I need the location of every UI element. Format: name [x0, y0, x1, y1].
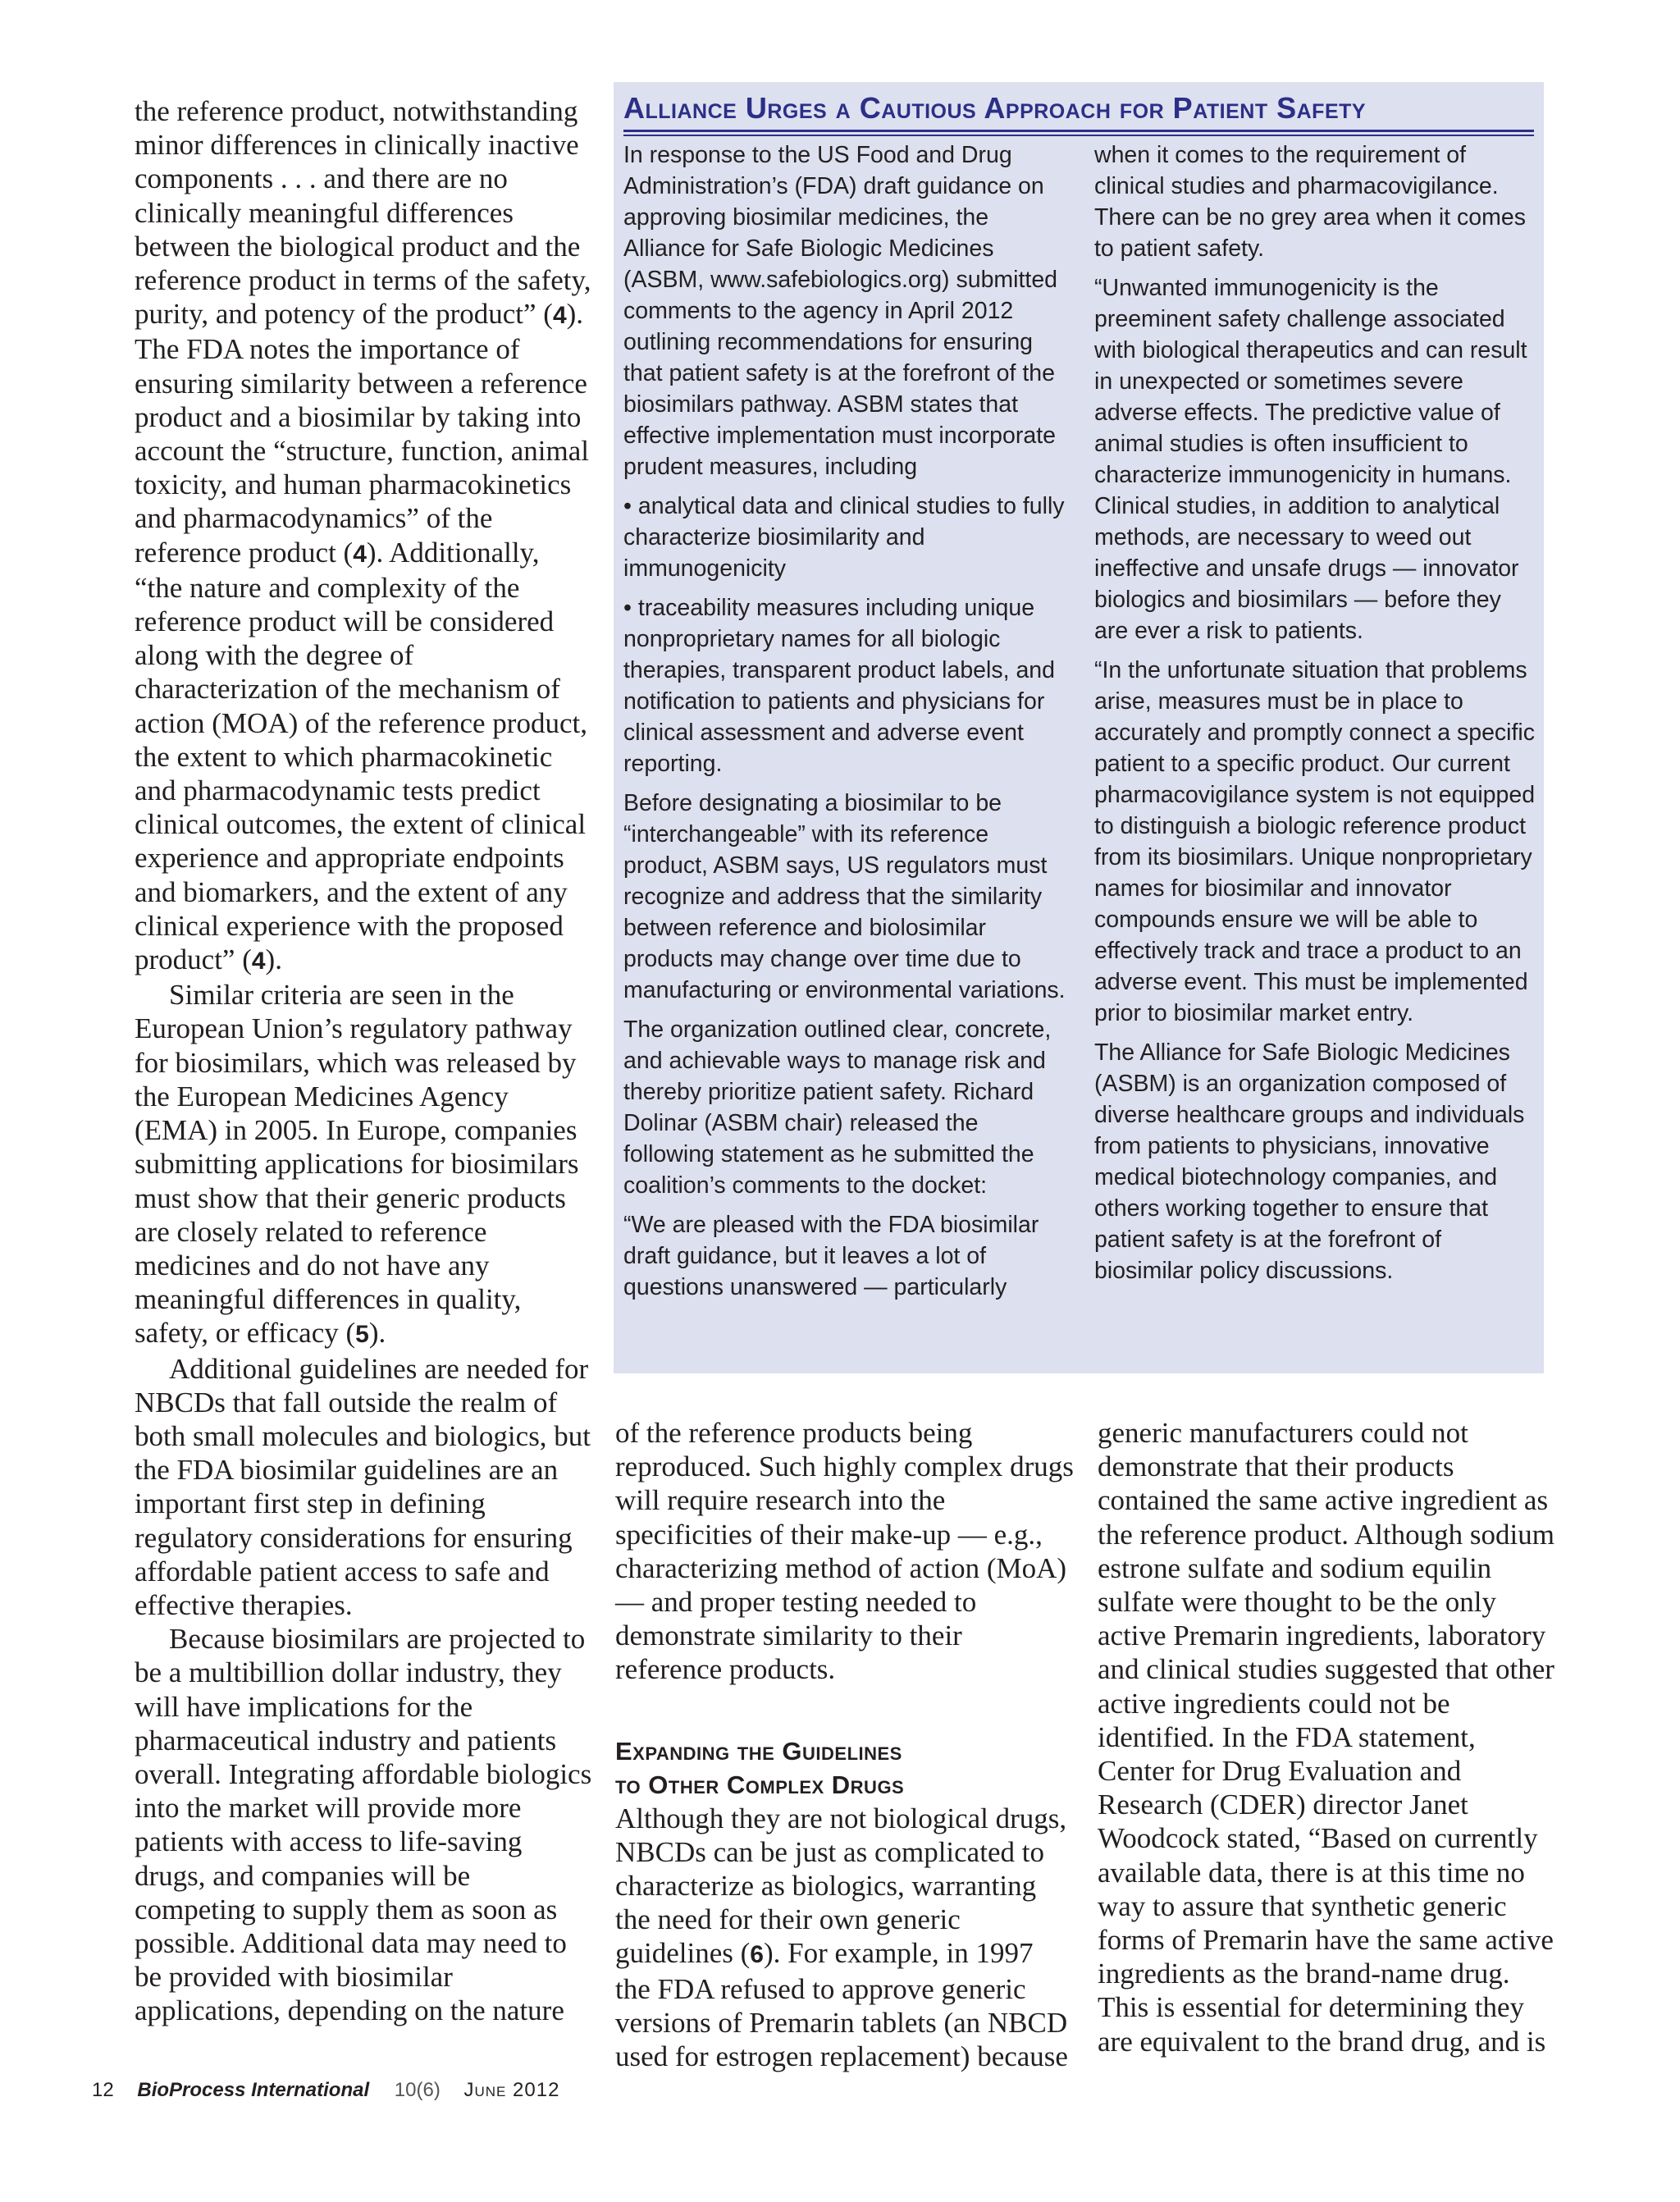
- citation-ref: 4: [251, 948, 266, 975]
- page-number: 12: [92, 2079, 114, 2101]
- right-paragraph-1: generic manufacturers could not demonstrate that their products contained the same active ingredient as the reference product. Although sodium estrone sulfate and sodium equilin sulfate were thought to be the only active Premarin ingredients, laboratory and clinical studies suggested that other active ingredients could not be identified. In the FDA statement, Center for Drug Evaluation and Research (CDER) director Janet Woodcock stated, “Based on currently available data, there is at this time no way to assure that synthetic generic forms of Premarin have the same active ingredients as the brand-name drug. This is essential for determining they are equivalent to the brand drug, and is: [1098, 1417, 1554, 2058]
- sidebar-title-rule: [623, 130, 1534, 132]
- sidebar-paragraph: In response to the US Food and Drug Administration’s (FDA) draft guidance on approving biosimilar medicines, the Alliance for Safe Biologic Medicines (ASBM, www.safebiologics.org) submitted comments to the agency in April 2012 outlining recommendations for ensuring that patient safety is at the forefront of the biosimilars pathway. ASBM states that effective implementation must incorporate prudent measures, including: [623, 142, 1058, 480]
- left-paragraph-1: the reference product, notwithstanding minor differences in clinically inactive components . . . and there are no clinically meaningful differences between the biological product and the reference product in terms of the safety, purity, and potency of the product” (4). The FDA notes the importance of ensuring similarity between a reference product and a biosimilar by taking into account the “structure, function, animal toxicity, and human pharmacokinetics and pharmacodynamics” of the reference product (4). Additionally, “the nature and complexity of the reference product will be considered along with the degree of characterization of the mechanism of action (MOA) of the reference product, the extent to which pharmacokinetic and pharmacodynamic tests predict clinical outcomes, the extent of clinical experience and appropriate endpoints and biomarkers, and the extent of any clinical experience with the proposed product” (4).: [135, 95, 591, 976]
- citation-ref: 4: [552, 302, 567, 330]
- sidebar-paragraph: “Unwanted immunogenicity is the preeminent safety challenge associated with biological therapeutics and can result in unexpected or sometimes severe adverse effects. The predictive value of animal studies is often insufficient to characterize immunogenicity in humans. Clinical studies, in addition to analytical methods, are necessary to weed out ineffective and unsafe drugs — innovator biologics and biosimilars — before they are ever a risk to patients.: [1094, 275, 1527, 644]
- section-heading-line-1: Expanding the Guidelines: [615, 1736, 902, 1766]
- issue-number: 10(6): [394, 2079, 441, 2101]
- sidebar-paragraph: The organization outlined clear, concrete, and achievable ways to manage risk and thereby prioritize patient safety. Richard Dolinar (ASBM chair) released the following statement as he submitted the coalition’s comments to the docket:: [623, 1016, 1052, 1199]
- section-heading: [615, 1734, 1075, 1802]
- issue-date: June 2012: [463, 2079, 560, 2101]
- citation-ref: 6: [750, 1941, 764, 1969]
- journal-name: BioProcess International: [137, 2079, 370, 2101]
- left-paragraph-2: Similar criteria are seen in the European Union’s regulatory pathway for biosimilars, which was released by the European Medicines Agency (EMA) in 2005. In Europe, companies submitting applications for biosimilars must show that their generic products are closely related to reference medicines and do not have any meaningful differences in quality, safety, or efficacy (5).: [135, 979, 579, 1350]
- sidebar-paragraph: “We are pleased with the FDA biosimilar draft guidance, but it leaves a lot of questions unanswered — particularly: [623, 1212, 1039, 1300]
- sidebar-title: Alliance Urges a Cautious Approach for Patient Safety: [623, 91, 1367, 125]
- sidebar-box: [614, 82, 1544, 1373]
- page-footer: [92, 2079, 559, 2102]
- left-column: [135, 94, 594, 2028]
- sidebar-paragraph: Before designating a biosimilar to be “interchangeable” with its reference product, ASBM says, US regulators must recognize and address that the similarity between reference and biolosimilar products may change over time due to manufacturing or environmental variations.: [623, 790, 1066, 1003]
- left-paragraph-4: Because biosimilars are projected to be a multibillion dollar industry, they will have implications for the pharmaceutical industry and patients overall. Integrating affordable biologics into the market will provide more patients with access to life-saving drugs, and companies will be competing to supply them as soon as possible. Additional data may need to be provided with biosimilar applications, depending on the nature: [135, 1623, 592, 2027]
- middle-paragraph-2: Although they are not biological drugs, NBCDs can be just as complicated to characterize as biologics, warranting the need for their own generic guidelines (6). For example, in 1997 the FDA refused to approve generic versions of Premarin tablets (an NBCD used for estrogen replacement) because: [615, 1802, 1068, 2073]
- sidebar-paragraph: “In the unfortunate situation that problems arise, measures must be in place to accurately and promptly connect a specific patient to a specific product. Our current pharmacovigilance system is not equipped to distinguish a biologic reference product from its biosimilars. Unique nonproprietary names for biosimilar and innovator compounds ensure we will be able to effectively track and trace a product to an adverse event. This must be implemented prior to biosimilar market entry.: [1094, 657, 1536, 1026]
- citation-ref: 4: [353, 540, 367, 568]
- citation-ref: 5: [355, 1321, 369, 1349]
- left-paragraph-3: Additional guidelines are needed for NBCDs that fall outside the realm of both small molecules and biologics, but the FDA biosimilar guidelines are an important first step in defining regulatory considerations for ensuring affordable patient access to safe and effective therapies.: [135, 1352, 591, 1621]
- middle-paragraph-1: of the reference products being reproduced. Such highly complex drugs will require research into the specificities of their make-up — e.g., characterizing method of action (MoA) — and proper testing needed to demonstrate similarity to their reference products.: [615, 1417, 1074, 1686]
- sidebar-paragraph: when it comes to the requirement of clinical studies and pharmacovigilance. There can be no grey area when it comes to patient safety.: [1094, 142, 1526, 262]
- sidebar-column-2: [1094, 139, 1537, 1295]
- sidebar-bullet: • traceability measures including unique nonproprietary names for all biologic therapies, transparent product labels, and notification to patients and physicians for clinical assessment and adverse event reporting.: [623, 595, 1055, 777]
- sidebar-bullet: • analytical data and clinical studies to fully characterize biosimilarity and immunogenicity: [623, 493, 1065, 582]
- sidebar-title-rule: [623, 135, 1534, 136]
- right-column: [1098, 1416, 1557, 2058]
- sidebar-column-1: [623, 139, 1066, 1311]
- middle-column: [615, 1416, 1075, 2073]
- sidebar-paragraph: The Alliance for Safe Biologic Medicines (ASBM) is an organization composed of diverse healthcare groups and individuals from patients to physicians, innovative medical biotechnology companies, and others working together to ensure that patient safety is at the forefront of biosimilar policy discussions.: [1094, 1039, 1525, 1284]
- section-heading-line-2: to Other Complex Drugs: [615, 1770, 905, 1799]
